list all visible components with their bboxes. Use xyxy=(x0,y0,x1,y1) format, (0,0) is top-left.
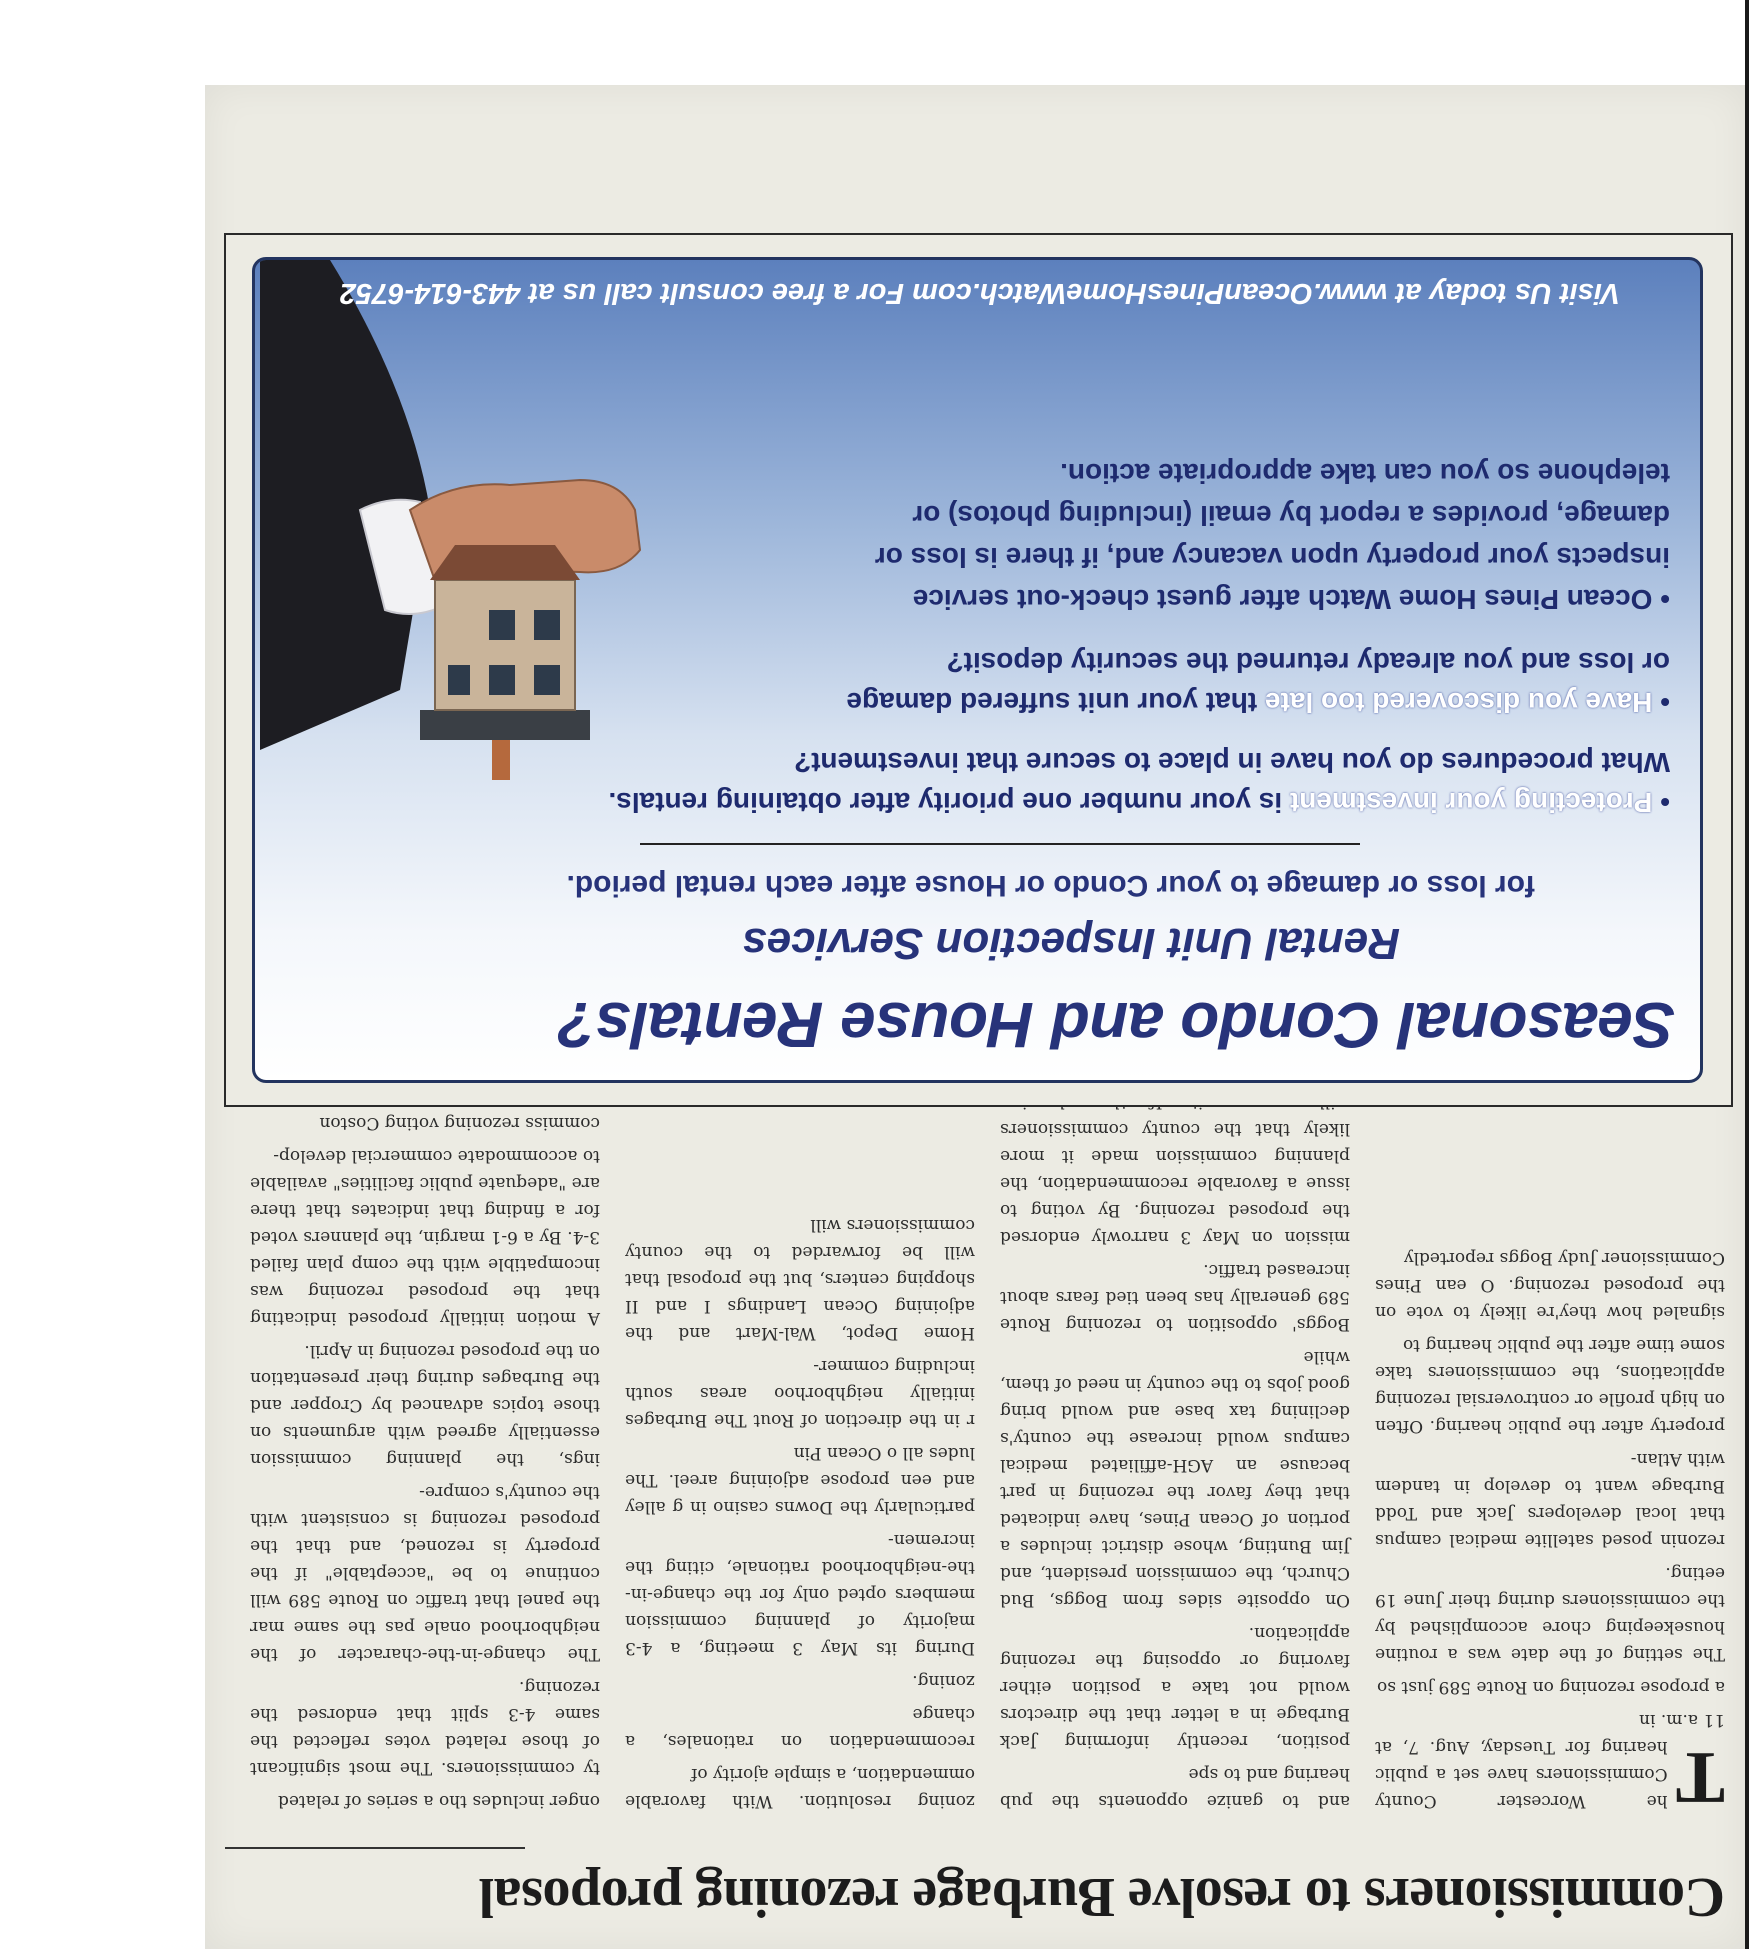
paragraph: and to ganize opponents the pub hearing and to spe xyxy=(1000,1764,1350,1811)
paragraph: commiss rezoning voting Coston xyxy=(319,1113,600,1133)
window-icon xyxy=(448,665,470,695)
ad-bullet-2-line-2: or loss and you already returned the security deposit? xyxy=(946,647,1670,678)
paragraph: A motion initially proposed indicating that the proposed rezoning was incompatible with the comp plan failed 3-4. By a 6-1 margin, the planners voted for a finding that indicates that there are "adequate public facilities" available to accommodate commercial develop- xyxy=(250,1146,600,1328)
bullet-icon: • xyxy=(1652,787,1670,818)
article-headline: Commissioners to resolve Burbage rezoning proposal xyxy=(479,1866,1725,1928)
paragraph-text: he Worcester County Commissioners have set a public hearing for Tuesday, Aug. 7, at 11 a.m. in xyxy=(1375,1710,1725,1811)
paragraph: Home Depot, Wal-Mart and the adjoining Ocean Landings I and II shopping centers, but the proposal that will be forwarded to the county commissioners will xyxy=(625,1215,975,1343)
article-column-4 xyxy=(250,1103,600,1814)
ad-tagline: for loss or damage to your Condo or House after each rental period. xyxy=(566,869,1535,902)
roof-icon xyxy=(430,545,580,580)
ad-bullet-3-line-3: damage, provides a report by email (including photos) or xyxy=(912,500,1670,531)
article-column-2 xyxy=(1000,1055,1350,1814)
paragraph: Boggs' opposition to rezoning Route 589 generally has been tied fears about increased traffic. xyxy=(1000,1260,1350,1334)
ad-footer: Visit Us today at www.OceanPinesHomeWatch.com For a free consult call us at 443-614-6752 xyxy=(339,277,1621,309)
bullet-text: Ocean Pines Home Watch after guest check-out service xyxy=(912,584,1653,615)
paragraph: ings, the planning commission essentially agreed with arguments on those topics advanced by Cropper and the Burbages during their presentation on the proposed rezoning in April. xyxy=(250,1341,600,1469)
bullet-text: is your number one priority after obtaining rentals. xyxy=(608,787,1290,818)
bullet-icon: • xyxy=(1652,687,1670,718)
paragraph: r in the direction of Rout The Burbages initially neighborhoo areas south including commer- xyxy=(625,1356,975,1430)
bullet-text: that your unit suffered damage xyxy=(846,687,1265,718)
paragraph: property after the public hearing. Often on high profile or controversial rezoning applications, the commissioners take some time after the public hearing to xyxy=(1375,1335,1725,1436)
article-column-1 xyxy=(1375,1238,1725,1818)
ad-bullet-1-line-2: What procedures do you have in place to secure that investment? xyxy=(794,747,1670,778)
paragraph: zoning resolution. With favorable ommendation, a simple ajority of xyxy=(625,1764,975,1811)
drop-cap: T xyxy=(1675,1736,1725,1818)
paragraph: onger includes tho a series of related xyxy=(278,1791,600,1811)
ad-divider xyxy=(640,843,1360,845)
bullet-icon: • xyxy=(1652,584,1670,615)
chimney-icon xyxy=(492,740,510,780)
paragraph: rezonin posed satellite medical campus that local developers Jack and Todd Burbage want to develop in tandem with Atlan- xyxy=(1375,1449,1725,1550)
hand-holding-house-illustration xyxy=(260,260,660,810)
paragraph: The setting of the date was a routine housekeeping chore accomplished by the commissioners during their June 19 eeting. xyxy=(1375,1563,1725,1664)
paragraph: During its May 3 meeting, a 4-3 majority of planning commission members opted only for the change-in-the-neighborhood rationale, citing the incremen- xyxy=(625,1530,975,1658)
window-icon xyxy=(489,665,515,695)
newspaper-page xyxy=(205,85,1745,1949)
window-icon xyxy=(534,610,560,640)
paragraph: ty commissioners. The most significant of those related votes reflected the same 4-3 split that endorsed the rezoning. xyxy=(250,1677,600,1778)
paragraph: recommendation on rationales, a change xyxy=(625,1704,975,1751)
ad-bullet-3-line-2: inspects your property upon vacancy and, if there is loss or xyxy=(874,542,1670,573)
bullet-highlight: Have you discovered too late xyxy=(1264,687,1653,718)
house-base-icon xyxy=(420,710,590,740)
paragraph: a propose rezoning on Route 589 just so xyxy=(1377,1677,1725,1697)
paragraph: position, recently informing Jack Burbage in a letter that the directors would not take a position either favoring or opposing the rezoning application. xyxy=(1000,1623,1350,1751)
page-content-upside-down xyxy=(205,85,1745,1949)
paragraph: zoning. xyxy=(912,1671,975,1691)
headline-rule xyxy=(225,1847,525,1849)
window-icon xyxy=(489,610,515,640)
paragraph: mission on May 3 narrowly endorsed the proposed rezoning. By voting to issue a favorable recommendation, the planning commission made it more likely that the county commissioners xyxy=(1000,1119,1350,1247)
advertisement xyxy=(252,257,1703,1083)
paragraph: particularly the Downs casino in g alley and een propose adjoining areel. The ludes all o Ocean Pin xyxy=(625,1443,975,1517)
paragraph: The change-in-the-character of the neighborhood onale pas the same mar the panel that traffic on Route 589 will continue to be "acceptable" if the property is rezoned, and that the proposed rezoning is consistent with the county's compre- xyxy=(250,1482,600,1664)
paragraph: On opposite sides from Boggs, Bud Church, the commission president, and Jim Bunting, whose district includes a portion of Ocean Pines, have indicated that they favor the rezoning in part because an AGH-affiliated medical campus would increase the county's declining tax base and would bring good jobs to the county in need of them, while xyxy=(1000,1347,1350,1610)
paragraph: signaled how they're likely to vote on the proposed rezoning. O ean Pines Commissioner Judy Boggs reportedly xyxy=(1375,1248,1725,1322)
bullet-highlight: Protecting your investment xyxy=(1289,787,1653,818)
ad-subtitle: Rental Unit Inspection Services xyxy=(742,919,1400,968)
article-column-3 xyxy=(625,1205,975,1814)
window-icon xyxy=(534,665,560,695)
paragraph xyxy=(1375,1706,1725,1818)
ad-bullet-3-line-4: telephone so you can take appropriate action. xyxy=(1060,458,1670,489)
ad-title: Seasonal Condo and House Rentals? xyxy=(557,989,1675,1061)
scan-edge xyxy=(1745,0,1749,1949)
advertisement-frame xyxy=(224,233,1733,1107)
